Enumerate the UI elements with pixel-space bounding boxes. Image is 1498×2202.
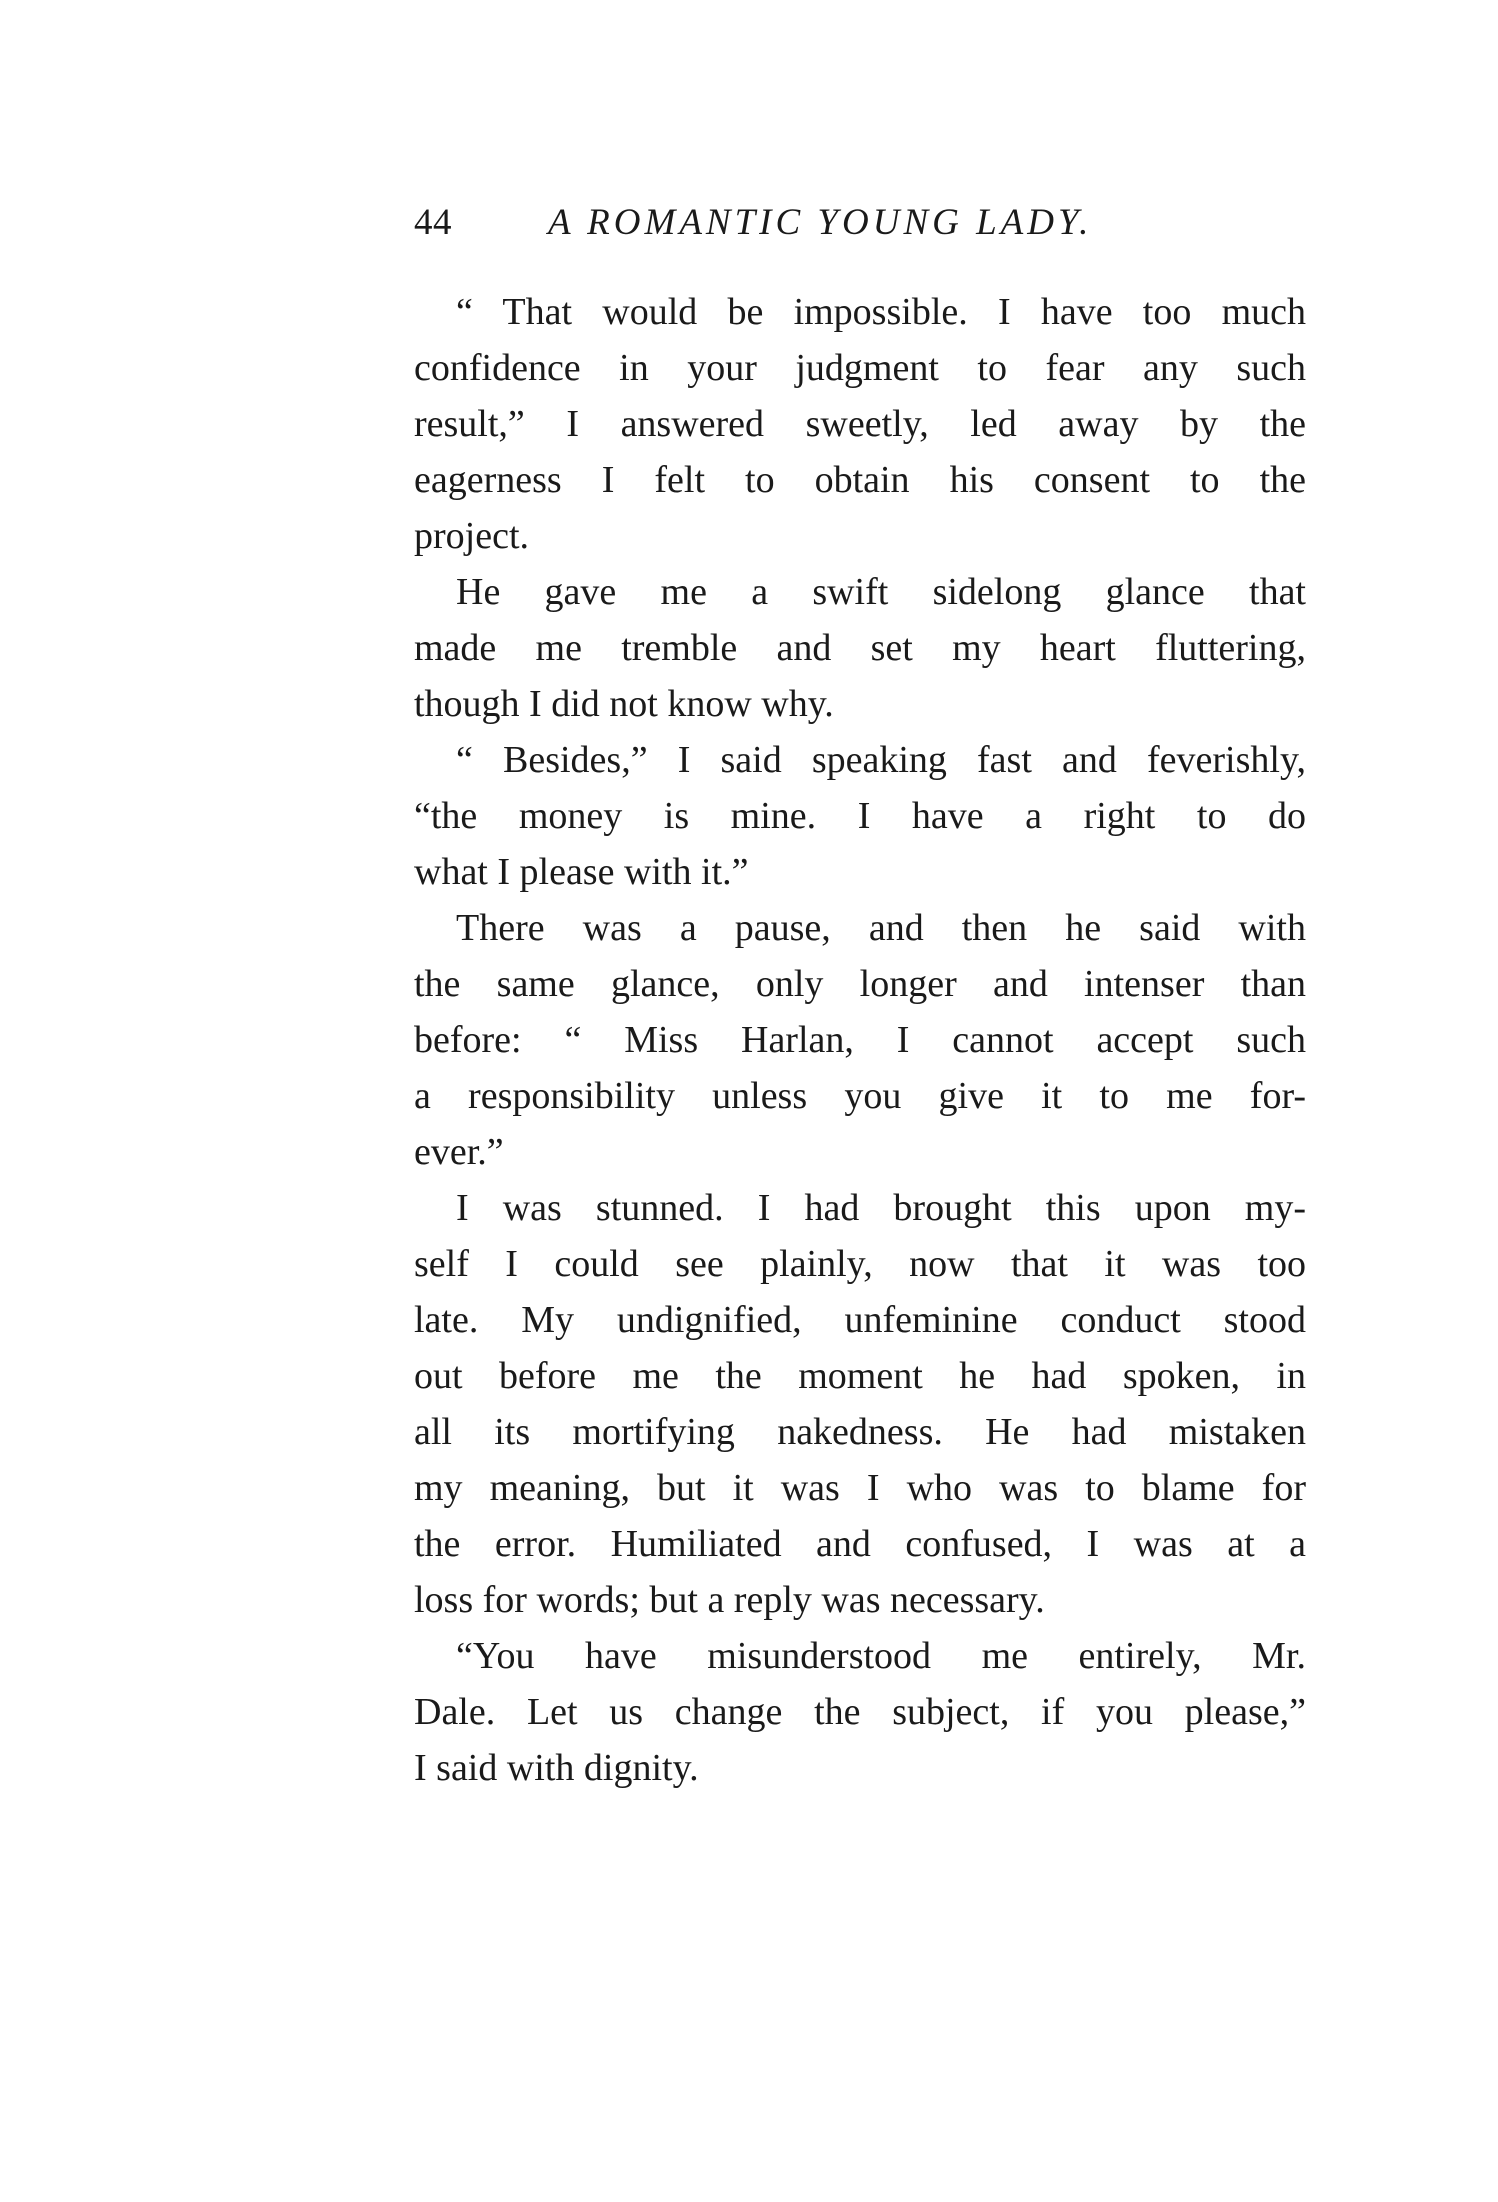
text-line: late. My undignified, unfeminine conduct stood [414,1299,1306,1341]
paragraph [414,564,1306,732]
body-text [414,284,1306,1796]
text-line: confidence in your judgment to fear any such [414,347,1306,389]
text-line: self I could see plainly, now that it was too [414,1243,1306,1285]
text-line: made me tremble and set my heart fluttering, [414,627,1306,669]
text-line: Dale. Let us change the subject, if you please,” [414,1691,1306,1733]
paragraph [414,900,1306,1180]
text-line: “ Besides,” I said speaking fast and feverishly, [456,739,1306,781]
page-number: 44 [414,202,452,243]
paragraph [414,732,1306,900]
text-line: “ That would be impossible. I have too much [456,291,1306,333]
text-line: eagerness I felt to obtain his consent to the [414,459,1306,501]
text-line: “the money is mine. I have a right to do [414,795,1306,837]
text-line: what I please with it.” [414,851,749,893]
text-line: my meaning, but it was I who was to blame for [414,1467,1306,1509]
text-line: the same glance, only longer and intenser than [414,963,1306,1005]
text-line: out before me the moment he had spoken, in [414,1355,1306,1397]
text-line: project. [414,515,530,557]
running-head [414,196,1306,250]
running-title: A ROMANTIC YOUNG LADY. [548,202,1093,243]
text-line: I said with dignity. [414,1747,699,1789]
text-line: He gave me a swift sidelong glance that [456,571,1306,613]
text-line: all its mortifying nakedness. He had mistaken [414,1411,1306,1453]
text-line: though I did not know why. [414,683,834,725]
text-line: I was stunned. I had brought this upon my- [456,1187,1306,1229]
text-line: a responsibility unless you give it to me for- [414,1075,1306,1117]
paragraph [414,284,1306,564]
text-line: “You have misunderstood me entirely, Mr. [456,1635,1306,1677]
text-line: ever.” [414,1131,504,1173]
text-line: There was a pause, and then he said with [456,907,1306,949]
paragraph [414,1628,1306,1796]
text-line: loss for words; but a reply was necessary. [414,1579,1045,1621]
paragraph [414,1180,1306,1628]
text-line: result,” I answered sweetly, led away by the [414,403,1306,445]
text-line: the error. Humiliated and confused, I was at a [414,1523,1306,1565]
text-line: before: “ Miss Harlan, I cannot accept such [414,1019,1306,1061]
